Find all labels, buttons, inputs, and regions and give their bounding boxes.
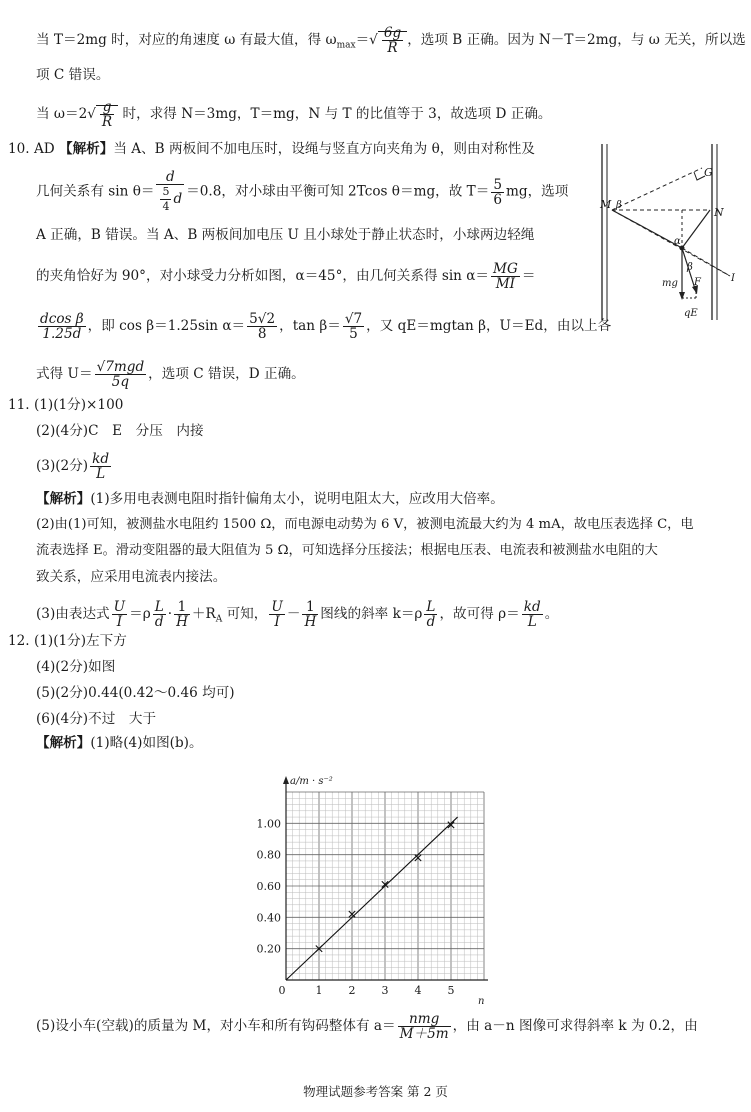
analysis-tag: 【解析】	[36, 491, 91, 507]
sqrt-fraction: √ $\frac{g}{R}$	[87, 105, 118, 122]
label-mg: mg	[662, 278, 678, 289]
dashed-mg	[612, 168, 702, 210]
fraction: $\frac{L}{d}$	[426, 599, 436, 630]
analysis-tag: 【解析】	[58, 141, 114, 157]
analysis-tag: 【解析】	[36, 735, 91, 751]
fraction: $\frac{5√2}{8}$	[249, 311, 276, 342]
p12-line-5: 【解析】(1)略(4)如图(b)。	[36, 735, 203, 751]
x-axis-label: n	[478, 996, 485, 1007]
omega-max-subscript: max	[336, 40, 356, 51]
p12-line-4: (6)(4分)不过 大于	[36, 711, 157, 727]
a-n-chart	[240, 760, 510, 1007]
p10-line-1: 10. AD 【解析】当 A、B 两板间不加电压时，设绳与竖直方向夹角为 θ，则由对称性及	[8, 141, 535, 157]
p11-line-6: 流表选择 E。滑动变阻器的最大阻值为 5 Ω，可知选择分压接法；根据电压表、电流表和被测盐水电阻的大	[36, 543, 658, 558]
p10-line-2: 几何关系有 sin θ＝ d $\frac{5}{4}$ d ＝0.8，对小球由平衡可知 2Tcos θ＝mg，故 T＝ $\frac{5}{6}$ mg，选项	[36, 169, 569, 213]
y-axis-label: a/m · s⁻²	[290, 776, 333, 787]
p9-line-2: 项 C 错误。	[36, 67, 110, 83]
fraction: d $\frac{5}{4}$ d	[156, 170, 184, 214]
fraction: $\frac{L}{d}$	[154, 599, 164, 630]
mg-arrowhead	[679, 292, 685, 300]
x-tick-label: 1	[315, 984, 323, 997]
p11-line-1: 11. (1)(1分)×100	[8, 397, 124, 413]
problem-number: 10. AD	[8, 141, 55, 157]
label-beta: β	[687, 262, 693, 273]
p11-line-2: (2)(4分)C E 分压 内接	[36, 423, 204, 439]
force-diagram	[590, 140, 740, 325]
page-footer: 物理试题参考答案 第 2 页	[303, 1084, 448, 1099]
x-tick-label: 5	[447, 984, 455, 997]
p9-line-1: 当 T＝2mg 时，对应的角速度 ω 有最大值，得 $\omega_{max}=√$ $\frac{6g}{R}$ ，选项 B 正确。因为 N－T＝2mg，与 ω 无关，所以选	[36, 25, 746, 56]
fraction: $\frac{1}{H}$	[176, 599, 188, 630]
p12-line-3: (5)(2分)0.44(0.42～0.46 均可)	[36, 685, 235, 701]
p11-line-8: (3)由表达式 $\frac{U}{I}$ ＝ρ $\frac{L}{d}$ · $\frac{1}{H}$ $+R_A$ 可知， $\frac{U}{I}$ － $\frac{1}{H}$ 图线的斜率 k＝ρ $\frac{L}{d}$ ，故可得 ρ＝ $\frac{kd}{L}$ 。	[36, 599, 559, 630]
origin-label: 0	[278, 984, 286, 997]
label-n: N	[714, 206, 724, 219]
fraction: $\frac{U}{I}$	[271, 599, 283, 630]
p11-line-3: (3)(2分) $\frac{kd}{L}$	[36, 451, 110, 482]
p10-line-6: 式得 U＝ $\frac{\text{√7mgd}}{5q}$ ，选项 C 错误，D 正确。	[36, 359, 305, 390]
p10-line-5: $\frac{\text{dcos β}}{1.25d}$ ，即 cos β＝1.25sin α＝ $\frac{5√2}{8}$ ，tan β＝ $\frac{√7}{5}$ ，又 qE＝mgtan β，U＝Ed，由以上各	[40, 311, 612, 342]
label-m: M	[600, 198, 612, 211]
y-tick-label: 1.00	[256, 817, 281, 831]
p11-line-7: 致关系，应采用电流表内接法。	[36, 569, 227, 585]
p11-line-4: 【解析】(1)多用电表测电阻时指针偏角太小，说明电阻太大，应改用大倍率。	[36, 491, 504, 507]
x-tick-label: 2	[348, 984, 356, 997]
y-tick-label: 0.20	[256, 942, 281, 956]
p11-line-5: (2)由(1)可知，被测盐水电阻约 1500 Ω，而电源电动势为 6 V，被测电流最大约为 4 mA，故电压表选择 C，电	[36, 517, 694, 532]
p10-line-3: A 正确，B 错误。当 A、B 两板间加电压 U 且小球处于静止状态时，小球两边轻绳	[36, 227, 535, 243]
fraction: $\frac{U}{I}$	[113, 599, 126, 630]
fraction: $\frac{\text{√7mgd}}{5q}$	[96, 359, 145, 390]
fraction: $\frac{kd}{L}$	[92, 451, 110, 482]
fraction: $\frac{\text{nmg}}{M+5m}$	[399, 1011, 449, 1042]
fraction: $\frac{MG}{MI}$	[493, 261, 518, 292]
y-tick-label: 0.80	[256, 848, 281, 862]
y-axis-arrow	[283, 776, 289, 784]
label-g: G	[704, 166, 713, 179]
sqrt-fraction: √ $\frac{6g}{R}$	[369, 31, 407, 48]
p12-line-2: (4)(2分)如图	[36, 659, 116, 675]
string-right	[682, 210, 710, 248]
x-tick-label: 3	[381, 984, 389, 997]
label-beta-top: β	[616, 200, 622, 211]
fraction: $\frac{kd}{L}$	[523, 599, 541, 630]
x-tick-label: 4	[414, 984, 422, 997]
fraction: $\frac{√7}{5}$	[344, 311, 363, 342]
label-qe: qE	[684, 308, 698, 319]
label-i: I	[731, 273, 735, 284]
string-left	[612, 210, 682, 248]
y-tick-label: 0.40	[256, 911, 281, 925]
y-tick-label: 0.60	[256, 880, 281, 893]
label-f: F	[694, 277, 701, 288]
p12-line-6: (5)设小车(空载)的质量为 M，对小车和所有钩码整体有 a＝ $\frac{\text{nmg}}{M+5m}$ ，由 a－n 图像可求得斜率 k 为 0.2，由	[36, 1011, 698, 1042]
p10-line-4: 的夹角恰好为 90°，对小球受力分析如图，α＝45°，由几何关系得 sin α＝ $\frac{MG}{MI}$ ＝	[36, 261, 536, 292]
fraction: $\frac{1}{H}$	[304, 599, 317, 630]
label-alpha: α	[674, 236, 681, 247]
p12-line-1: 12. (1)(1分)左下方	[8, 633, 127, 649]
p9-line-3: 当 ω＝2√ $\frac{g}{R}$ 时，求得 N＝3mg，T＝mg，N 与 T 的比值等于 3，故选项 D 正确。	[36, 99, 552, 130]
fraction: $\frac{5}{6}$	[493, 176, 502, 208]
fraction: $\frac{\text{dcos β}}{1.25d}$	[40, 311, 84, 342]
